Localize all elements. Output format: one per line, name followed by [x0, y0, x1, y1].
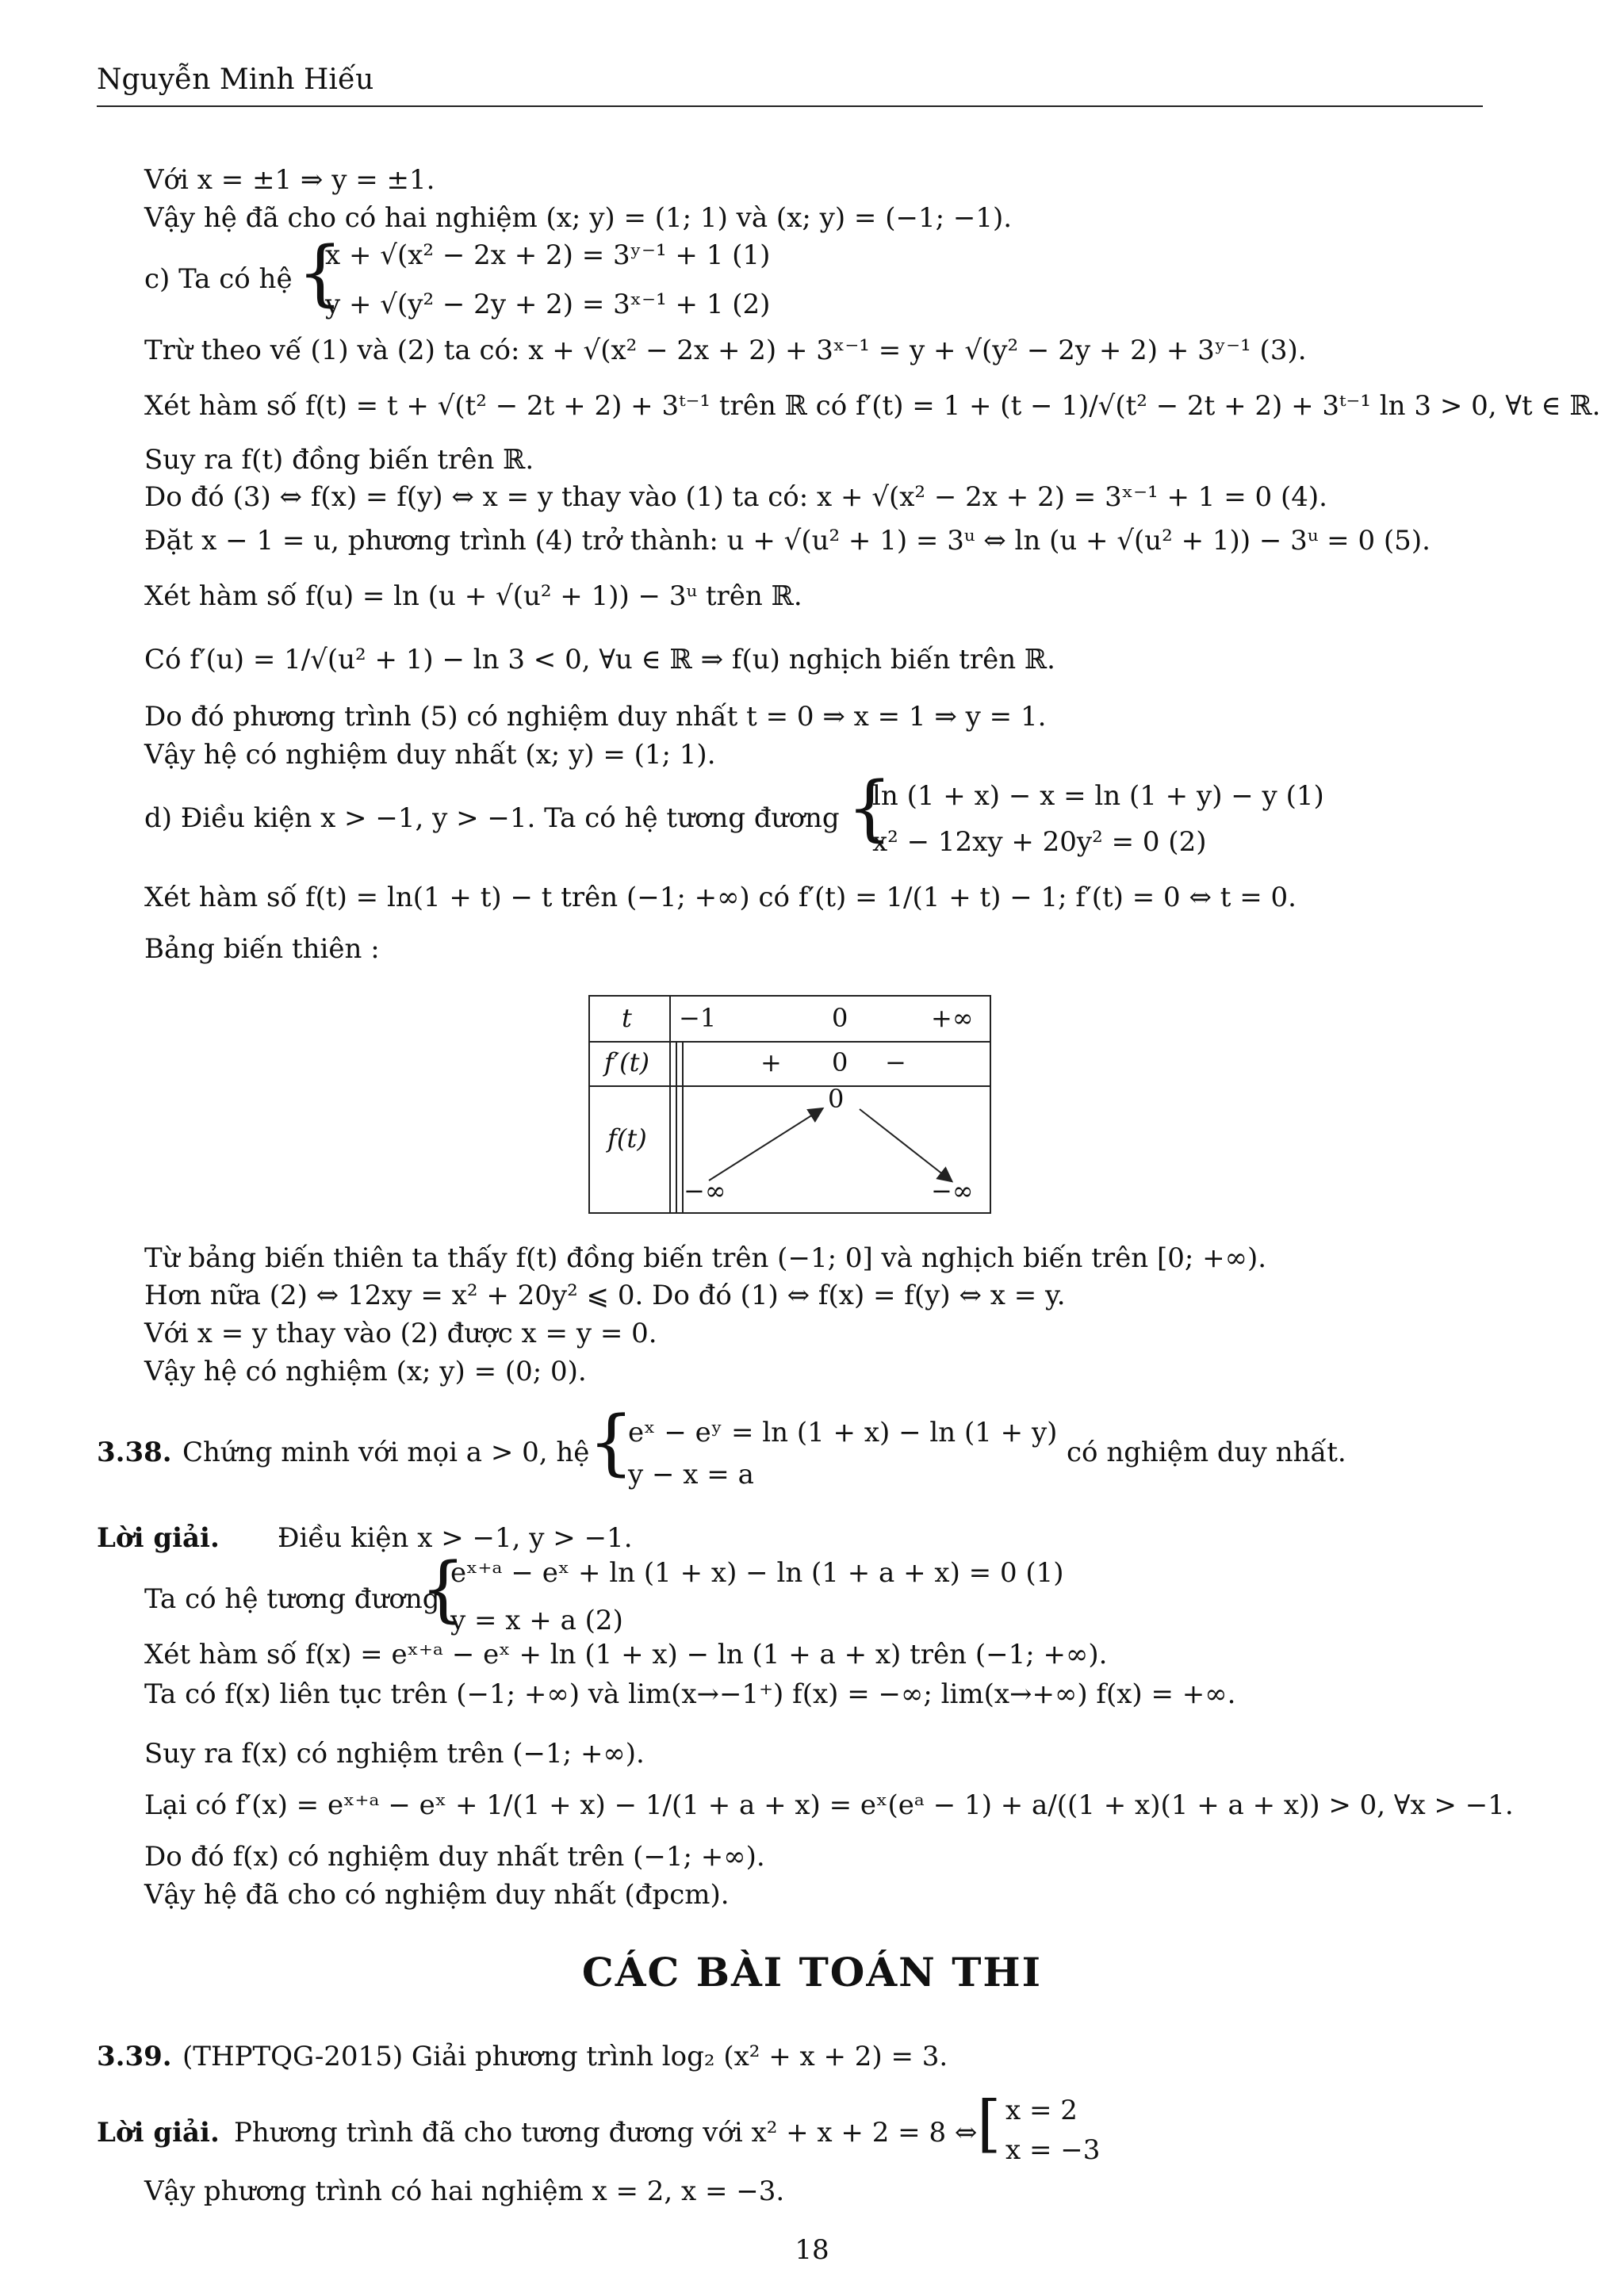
text-line: Vậy hệ đã cho có nghiệm duy nhất (đpcm). [144, 1879, 730, 1911]
text-line: Xét hàm số f(t) = t + √(t² − 2t + 2) + 3ᵗ⁻¹ trên ℝ có f′(t) = 1 + (t − 1)/√(t² − 2t + 2) + 3ᵗ⁻¹ ln 3 > 0, ∀t ∈ ℝ. [144, 390, 1601, 422]
brace-icon: { [420, 1548, 466, 1631]
system-equation: x² − 12xy + 20y² = 0 (2) [872, 826, 1207, 858]
text-line: Với x = ±1 ⇒ y = ±1. [144, 164, 435, 196]
running-header: Nguyễn Minh Hiếu [97, 63, 374, 96]
header-rule [97, 105, 1483, 107]
system-equation: eˣ − eʸ = ln (1 + x) − ln (1 + y) [628, 1417, 1058, 1448]
text-line: Ta có hệ tương đương [144, 1583, 440, 1615]
system-equation: y + √(y² − 2y + 2) = 3ˣ⁻¹ + 1 (2) [325, 289, 771, 320]
text-line: Trừ theo vế (1) và (2) ta có: x + √(x² − 2x + 2) + 3ˣ⁻¹ = y + √(y² − 2y + 2) + 3ʸ⁻¹ (3). [144, 335, 1307, 366]
brace-icon: { [297, 232, 343, 315]
part-d-intro: d) Điều kiện x > −1, y > −1. Ta có hệ tương đương [144, 802, 840, 834]
section-title: CÁC BÀI TOÁN THI [581, 1949, 1043, 1996]
page-number: 18 [795, 2234, 829, 2266]
text-line: Ta có f(x) liên tục trên (−1; +∞) và lim(x→−1⁺) f(x) = −∞; lim(x→+∞) f(x) = +∞. [144, 1678, 1236, 1710]
arrow-decreasing [860, 1109, 951, 1181]
text-line: Do đó phương trình (5) có nghiệm duy nhất t = 0 ⇒ x = 1 ⇒ y = 1. [144, 701, 1047, 733]
system-equation: y − x = a [628, 1459, 754, 1490]
problem-number: 3.38. [97, 1437, 172, 1468]
solution-label: Lời giải. [97, 2117, 220, 2149]
brace-icon: { [847, 767, 893, 850]
table-value: 0 [832, 1003, 848, 1033]
text-line: Vậy phương trình có hai nghiệm x = 2, x = −3. [144, 2175, 785, 2207]
text-line: Hơn nữa (2) ⇔ 12xy = x² + 20y² ⩽ 0. Do đó (1) ⇔ f(x) = f(y) ⇔ x = y. [144, 1280, 1066, 1311]
text-line: Điều kiện x > −1, y > −1. [278, 1522, 633, 1554]
system-equation: ln (1 + x) − x = ln (1 + y) − y (1) [872, 780, 1324, 812]
text-line: Xét hàm số f(t) = ln(1 + t) − t trên (−1; +∞) có f′(t) = 1/(1 + t) − 1; f′(t) = 0 ⇔ t = 0. [144, 882, 1297, 913]
text-line: Suy ra f(x) có nghiệm trên (−1; +∞). [144, 1738, 645, 1770]
table-label-f: f(t) [607, 1123, 647, 1154]
text-line: Suy ra f(t) đồng biến trên ℝ. [144, 444, 534, 476]
text-line: Đặt x − 1 = u, phương trình (4) trở thành: u + √(u² + 1) = 3ᵘ ⇔ ln (u + √(u² + 1)) − 3ᵘ = 0 (5). [144, 525, 1431, 557]
table-sign: − [885, 1047, 906, 1077]
table-value: −∞ [931, 1176, 974, 1206]
table-sign: + [760, 1047, 782, 1077]
case-line: x = 2 [1005, 2095, 1078, 2126]
case-line: x = −3 [1005, 2134, 1101, 2166]
text-line: Do đó f(x) có nghiệm duy nhất trên (−1; +∞). [144, 1841, 765, 1873]
text-line: Xét hàm số f(u) = ln (u + √(u² + 1)) − 3ᵘ trên ℝ. [144, 580, 802, 612]
table-value: +∞ [931, 1003, 974, 1033]
text-line: Vậy hệ có nghiệm duy nhất (x; y) = (1; 1). [144, 739, 716, 771]
table-value: −1 [679, 1003, 717, 1033]
bracket-icon: [ [977, 2088, 1002, 2160]
text-line: Do đó (3) ⇔ f(x) = f(y) ⇔ x = y thay vào (1) ta có: x + √(x² − 2x + 2) = 3ˣ⁻¹ + 1 = 0 (4). [144, 481, 1327, 513]
variation-arrows [590, 997, 990, 1212]
problem-text: có nghiệm duy nhất. [1067, 1437, 1346, 1468]
table-label-fprime: f′(t) [604, 1047, 649, 1077]
text-line: Vậy hệ có nghiệm (x; y) = (0; 0). [144, 1356, 587, 1387]
system-equation: x + √(x² − 2x + 2) = 3ʸ⁻¹ + 1 (1) [325, 239, 771, 271]
problem-text: (THPTQG-2015) Giải phương trình log₂ (x² + x + 2) = 3. [182, 2041, 948, 2072]
text-line: Vậy hệ đã cho có hai nghiệm (x; y) = (1; 1) và (x; y) = (−1; −1). [144, 202, 1013, 234]
text-line: Từ bảng biến thiên ta thấy f(t) đồng biến trên (−1; 0] và nghịch biến trên [0; +∞). [144, 1242, 1267, 1274]
table-label-t: t [622, 1003, 632, 1033]
text-line: Có f′(u) = 1/√(u² + 1) − ln 3 < 0, ∀u ∈ ℝ ⇒ f(u) nghịch biến trên ℝ. [144, 644, 1055, 675]
arrow-increasing [709, 1109, 822, 1181]
text-line: Xét hàm số f(x) = eˣ⁺ᵃ − eˣ + ln (1 + x) − ln (1 + a + x) trên (−1; +∞). [144, 1639, 1108, 1670]
brace-icon: { [588, 1401, 634, 1484]
text-line: Lại có f′(x) = eˣ⁺ᵃ − eˣ + 1/(1 + x) − 1/(1 + a + x) = eˣ(eᵃ − 1) + a/((1 + x)(1 + a + x)) > 0, ∀x > −1. [144, 1789, 1514, 1821]
problem-text: Chứng minh với mọi a > 0, hệ [182, 1437, 590, 1468]
solution-label: Lời giải. [97, 1522, 220, 1554]
text-line: Phương trình đã cho tương đương với x² + x + 2 = 8 ⇔ [234, 2117, 978, 2149]
table-value: −∞ [684, 1176, 726, 1206]
table-sign: 0 [832, 1047, 848, 1077]
table-value: 0 [828, 1084, 845, 1114]
text-line: Với x = y thay vào (2) được x = y = 0. [144, 1318, 657, 1349]
problem-number: 3.39. [97, 2041, 172, 2072]
system-equation: y = x + a (2) [450, 1605, 623, 1636]
variation-table [588, 995, 991, 1214]
part-c-intro: c) Ta có hệ [144, 263, 293, 295]
text-line: Bảng biến thiên : [144, 933, 380, 965]
system-equation: eˣ⁺ᵃ − eˣ + ln (1 + x) − ln (1 + a + x) = 0 (1) [450, 1557, 1064, 1589]
